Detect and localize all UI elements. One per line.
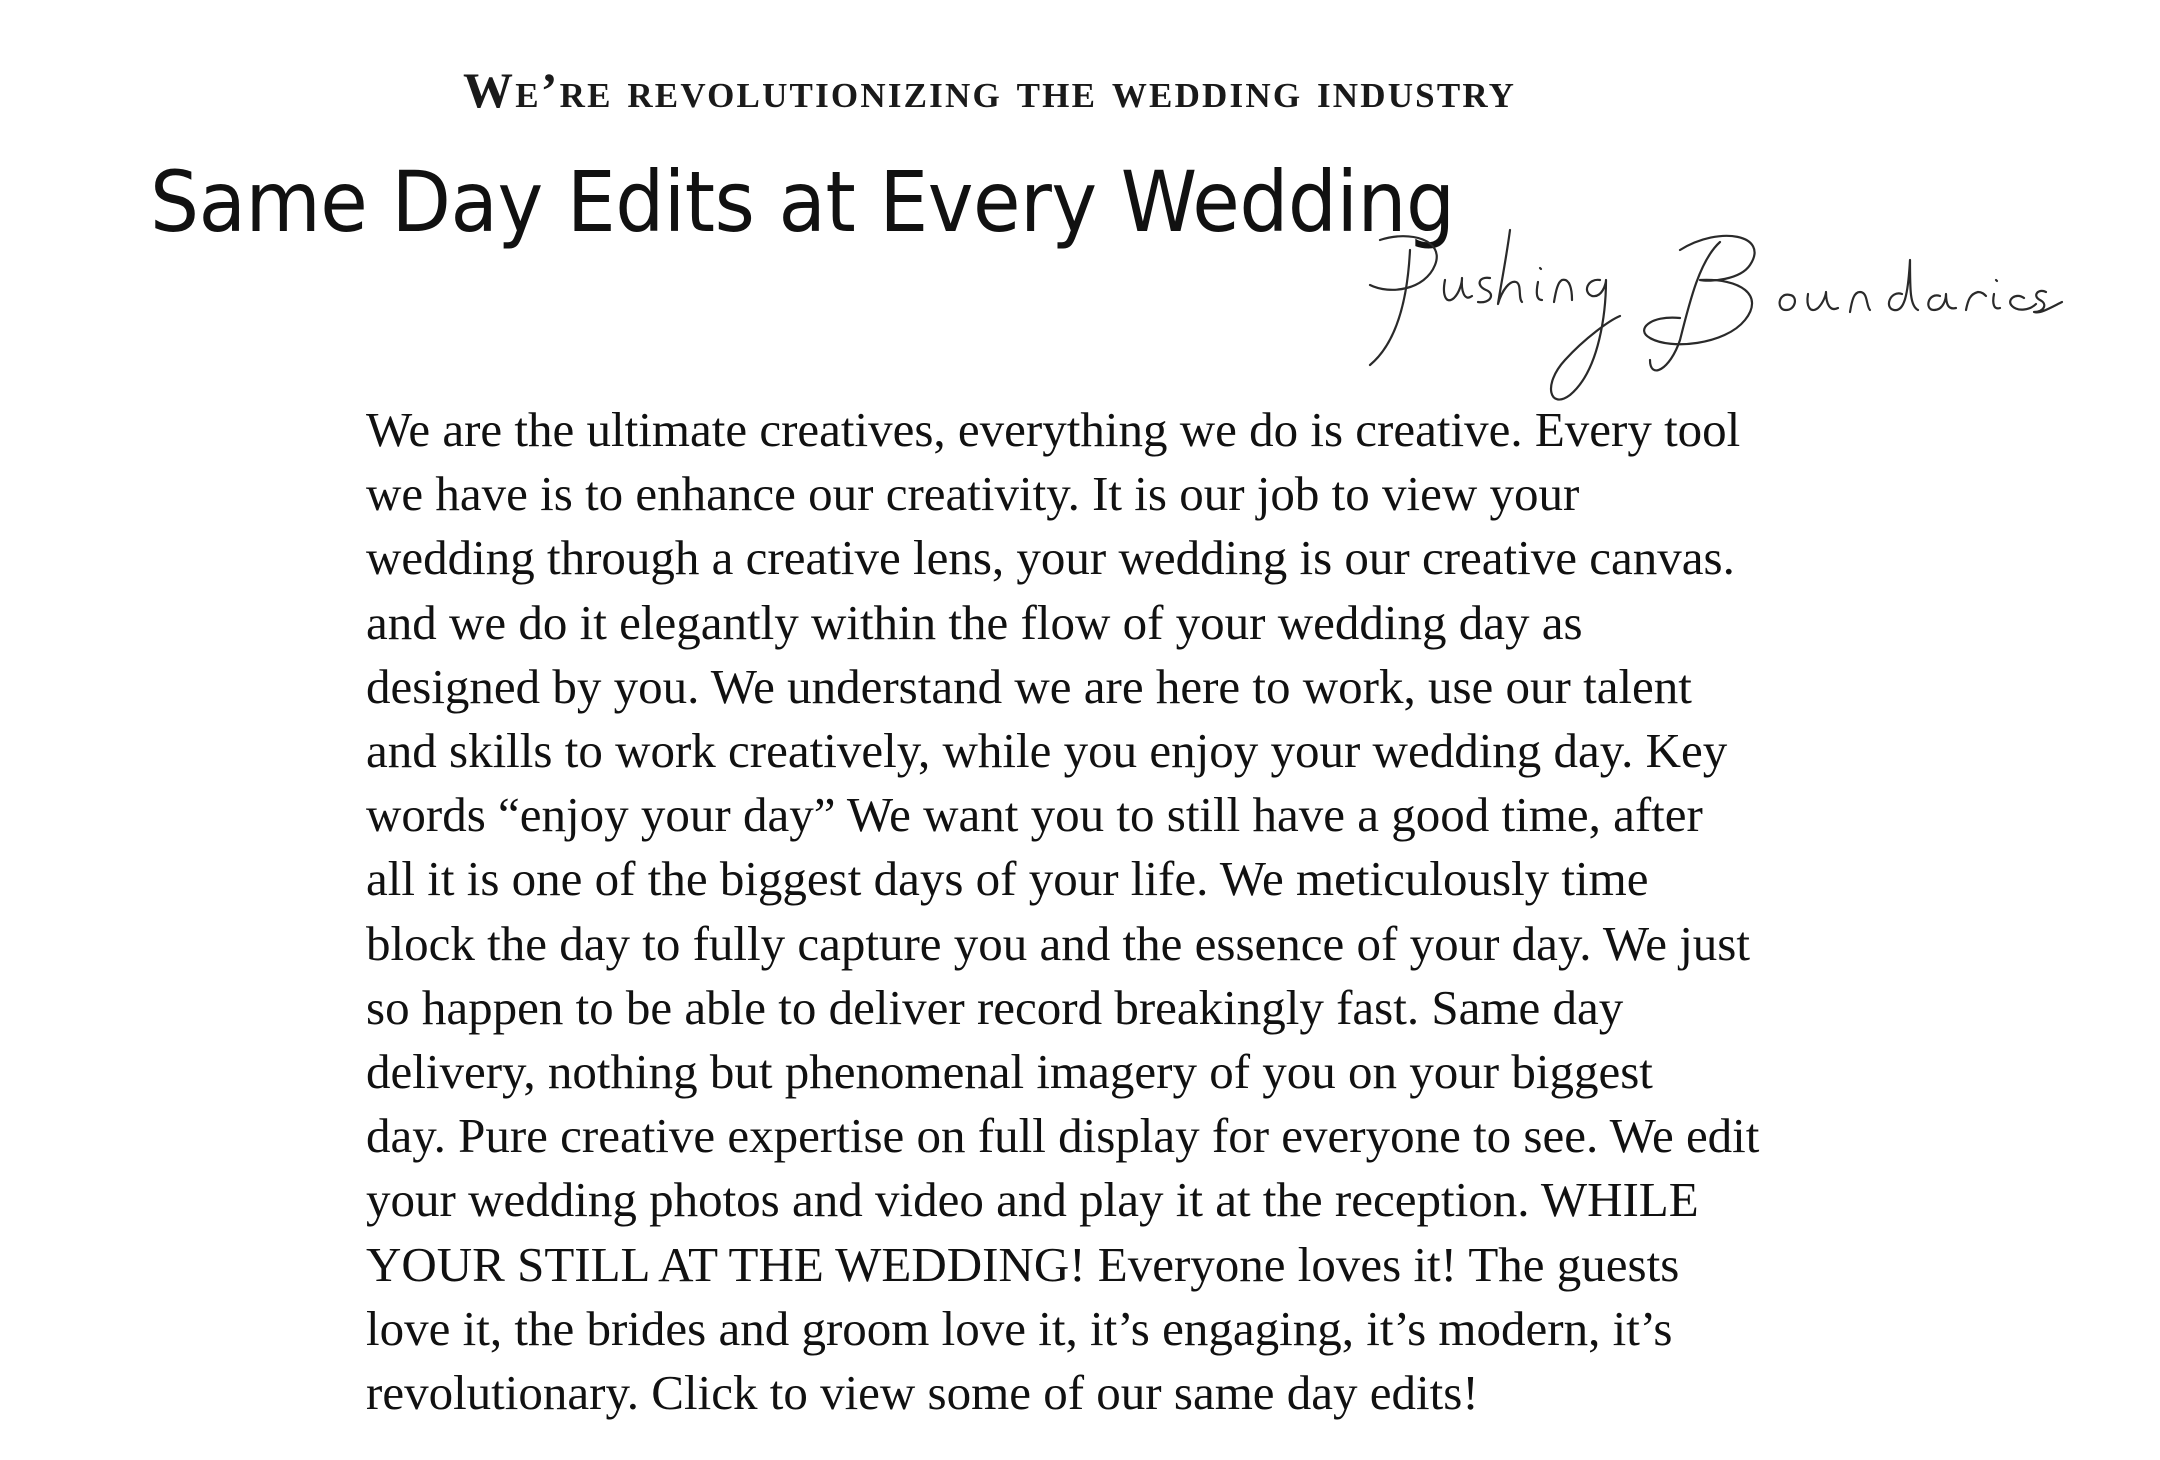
paragraph-line: designed by you. We understand we are here to work, use our talent — [366, 658, 1692, 714]
paragraph-line: and skills to work creatively, while you enjoy your wedding day. Key — [366, 723, 1728, 779]
page-title: Same Day Edits at Every Wedding — [150, 153, 1455, 251]
paragraph-line: love it, the brides and groom love it, it’s engaging, it’s modern, it’s — [366, 1300, 1673, 1356]
intro-paragraph — [366, 398, 1806, 1425]
paragraph-line: block the day to fully capture you and the essence of your day. We just — [366, 915, 1750, 971]
eyebrow-heading: We’re revolutionizing the wedding industry — [463, 62, 1517, 118]
signature-script-logo — [1350, 220, 2050, 410]
paragraph-line: revolutionary. Click to view some of our same day edits! — [366, 1365, 1479, 1421]
paragraph-line: and we do it elegantly within the flow of your wedding day as — [366, 594, 1583, 650]
paragraph-line: we have is to enhance our creativity. It is our job to view your — [366, 466, 1580, 522]
paragraph-line: so happen to be able to deliver record breakingly fast. Same day — [366, 979, 1624, 1035]
paragraph-line: wedding through a creative lens, your wedding is our creative canvas. — [366, 530, 1735, 586]
paragraph-line: your wedding photos and video and play it at the reception. WHILE — [366, 1172, 1699, 1228]
paragraph-line: We are the ultimate creatives, everything we do is creative. Every tool — [366, 402, 1741, 457]
paragraph-line: delivery, nothing but phenomenal imagery of you on your biggest — [366, 1044, 1653, 1100]
paragraph-line: YOUR STILL AT THE WEDDING! Everyone loves it! The guests — [366, 1236, 1680, 1292]
paragraph-line: words “enjoy your day” We want you to still have a good time, after — [366, 787, 1703, 843]
paragraph-line: day. Pure creative expertise on full display for everyone to see. We edit — [366, 1108, 1760, 1164]
paragraph-line: all it is one of the biggest days of your life. We meticulously time — [366, 851, 1649, 907]
